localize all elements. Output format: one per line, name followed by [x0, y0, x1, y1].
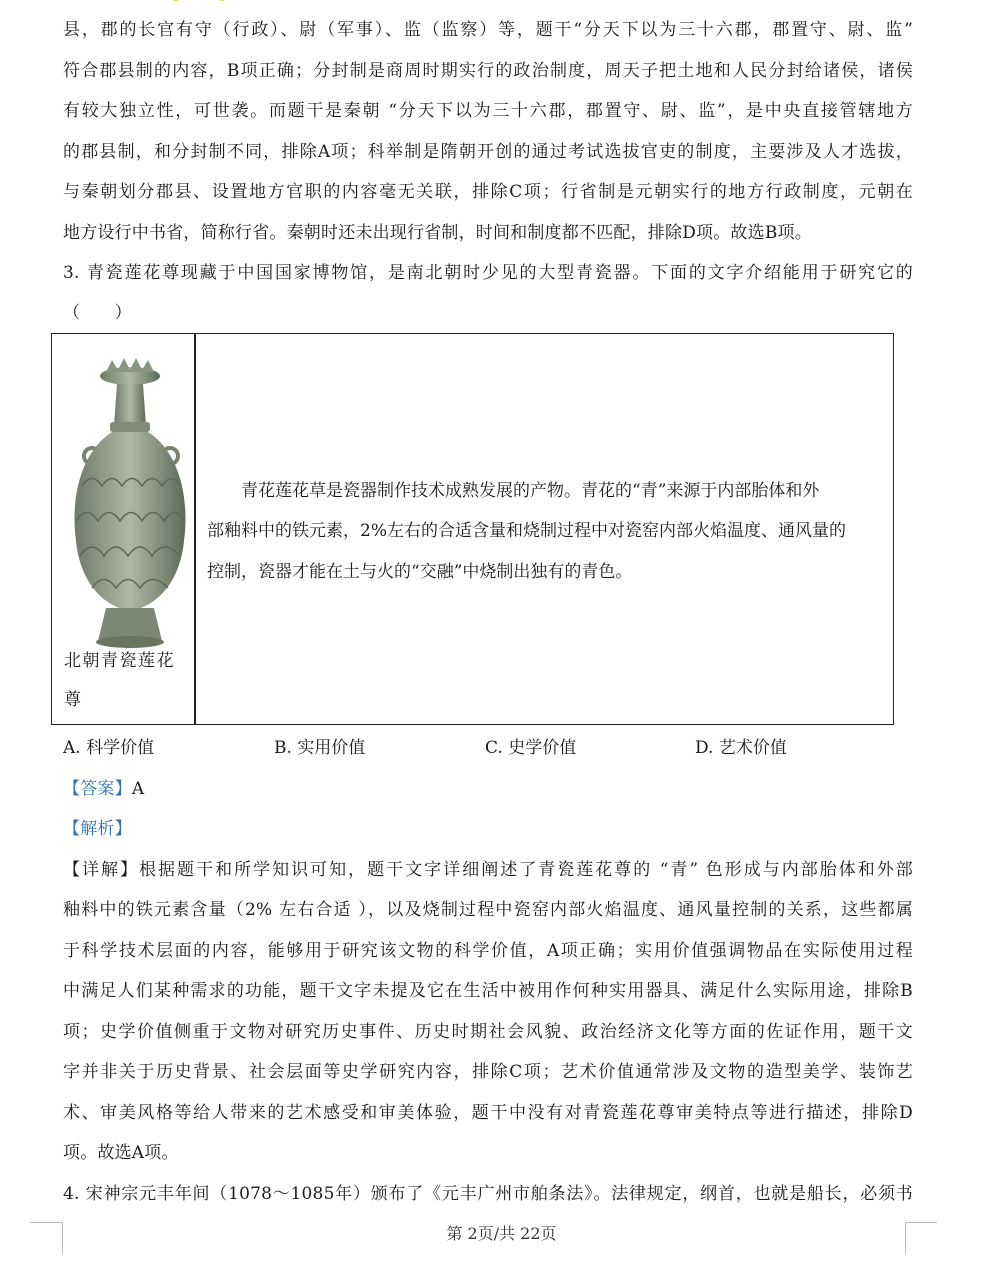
page-number: 第 2页/共 22页 [446, 1224, 557, 1243]
analysis-tag: 【解析】 [63, 819, 132, 839]
option-a [63, 737, 154, 759]
detail-line: 中满足人们某种需求的功能，题干文字未提及它在生活中被用作何种实用器具、满足什么实际用途，排除B [63, 981, 913, 1001]
detail-line: 釉料中的铁元素含量（2% 左右合适 ），以及烧制过程中瓷窑内部火焰温度、通风量控制的关系，这些都属 [63, 900, 913, 920]
detail-line: 于科学技术层面的内容，能够用于研究该文物的科学价值，A项正确；实用价值强调物品在实际使用过程 [63, 941, 913, 961]
answer-line [63, 778, 913, 800]
vase-image [62, 356, 192, 656]
option-label: B. [274, 738, 292, 758]
material-table [51, 333, 894, 725]
paragraph-line: 地方设行中书省，简称行省。秦朝时还未出现行省制，时间和制度都不匹配，排除D项。故选B项。 [63, 223, 812, 243]
table-divider [194, 334, 196, 724]
paragraph-line: 与秦朝划分郡县、设置地方官职的内容毫无关联，排除C项；行省制是元朝实行的地方行政制度，元朝在 [63, 182, 913, 202]
question-3-stem: 3. 青瓷莲花尊现藏于中国国家博物馆，是南北朝时少见的大型青瓷器。下面的文字介绍能用于研究它的 [63, 263, 913, 283]
option-d [695, 737, 787, 759]
cropped-header-marks [170, 0, 290, 8]
option-text: 科学价值 [86, 738, 155, 758]
image-caption-line: 尊 [64, 690, 83, 710]
material-text-line: 青花莲花草是瓷器制作技术成熟发展的产物。青花的“青”来源于内部胎体和外 [207, 481, 820, 501]
option-label: C. [485, 738, 503, 758]
option-text: 实用价值 [297, 738, 366, 758]
paragraph-line: 的郡县制，和分封制不同，排除A项；科举制是隋朝开创的通过考试选拔官吏的制度，主要涉及人才选拔， [63, 142, 913, 162]
question-3-blank: （ ） [63, 303, 132, 323]
material-text-line: 部釉料中的铁元素，2%左右的合适含量和烧制过程中对瓷窑内部火焰温度、通风量的 [207, 521, 846, 541]
option-text: 艺术价值 [718, 738, 787, 758]
option-c [485, 737, 576, 759]
material-text-line: 控制，瓷器才能在土与火的“交融”中烧制出独有的青色。 [207, 562, 633, 582]
detail-line: 字并非关于历史背景、社会层面等史学研究内容，排除C项；艺术价值通常涉及文物的造型美学、装饰艺 [63, 1062, 913, 1082]
detail-line: 【详解】根据题干和所学知识可知，题干文字详细阐述了青瓷莲花尊的 “青” 色形成与内部胎体和外部 [63, 860, 913, 880]
question-4-stem: 4. 宋神宗元丰年间（1078～1085年）颁布了《元丰广州市舶条法》。法律规定，纲首，也就是船长，必须书 [63, 1184, 913, 1204]
option-label: A. [63, 738, 81, 758]
option-b [274, 737, 365, 759]
detail-line: 项；史学价值侧重于文物对研究历史事件、历史时期社会风貌、政治经济文化等方面的佐证作用，题干文 [63, 1022, 913, 1042]
detail-line: 项。故选A项。 [63, 1143, 179, 1163]
paragraph-line: 有较大独立性，可世袭。而题干是秦朝 “分天下以为三十六郡，郡置守、尉、监”，是中央直接管辖地方 [63, 101, 913, 121]
answer-tag: 【答案】 [63, 779, 132, 799]
answer-value: A [131, 779, 145, 799]
option-label: D. [695, 738, 714, 758]
detail-line: 术、审美风格等给人带来的艺术感受和审美体验，题干中没有对青瓷莲花尊审美特点等进行描述，排除D [63, 1103, 913, 1123]
option-text: 史学价值 [508, 738, 577, 758]
image-caption-line: 北朝青瓷莲花 [64, 651, 175, 671]
paragraph-line: 县，郡的长官有守（行政）、尉（军事）、监（监察）等，题干“分天下以为三十六郡，郡置守、尉、监” [63, 20, 913, 40]
paragraph-line: 符合郡县制的内容，B项正确；分封制是商周时期实行的政治制度，周天子把土地和人民分封给诸侯，诸侯 [63, 61, 913, 81]
